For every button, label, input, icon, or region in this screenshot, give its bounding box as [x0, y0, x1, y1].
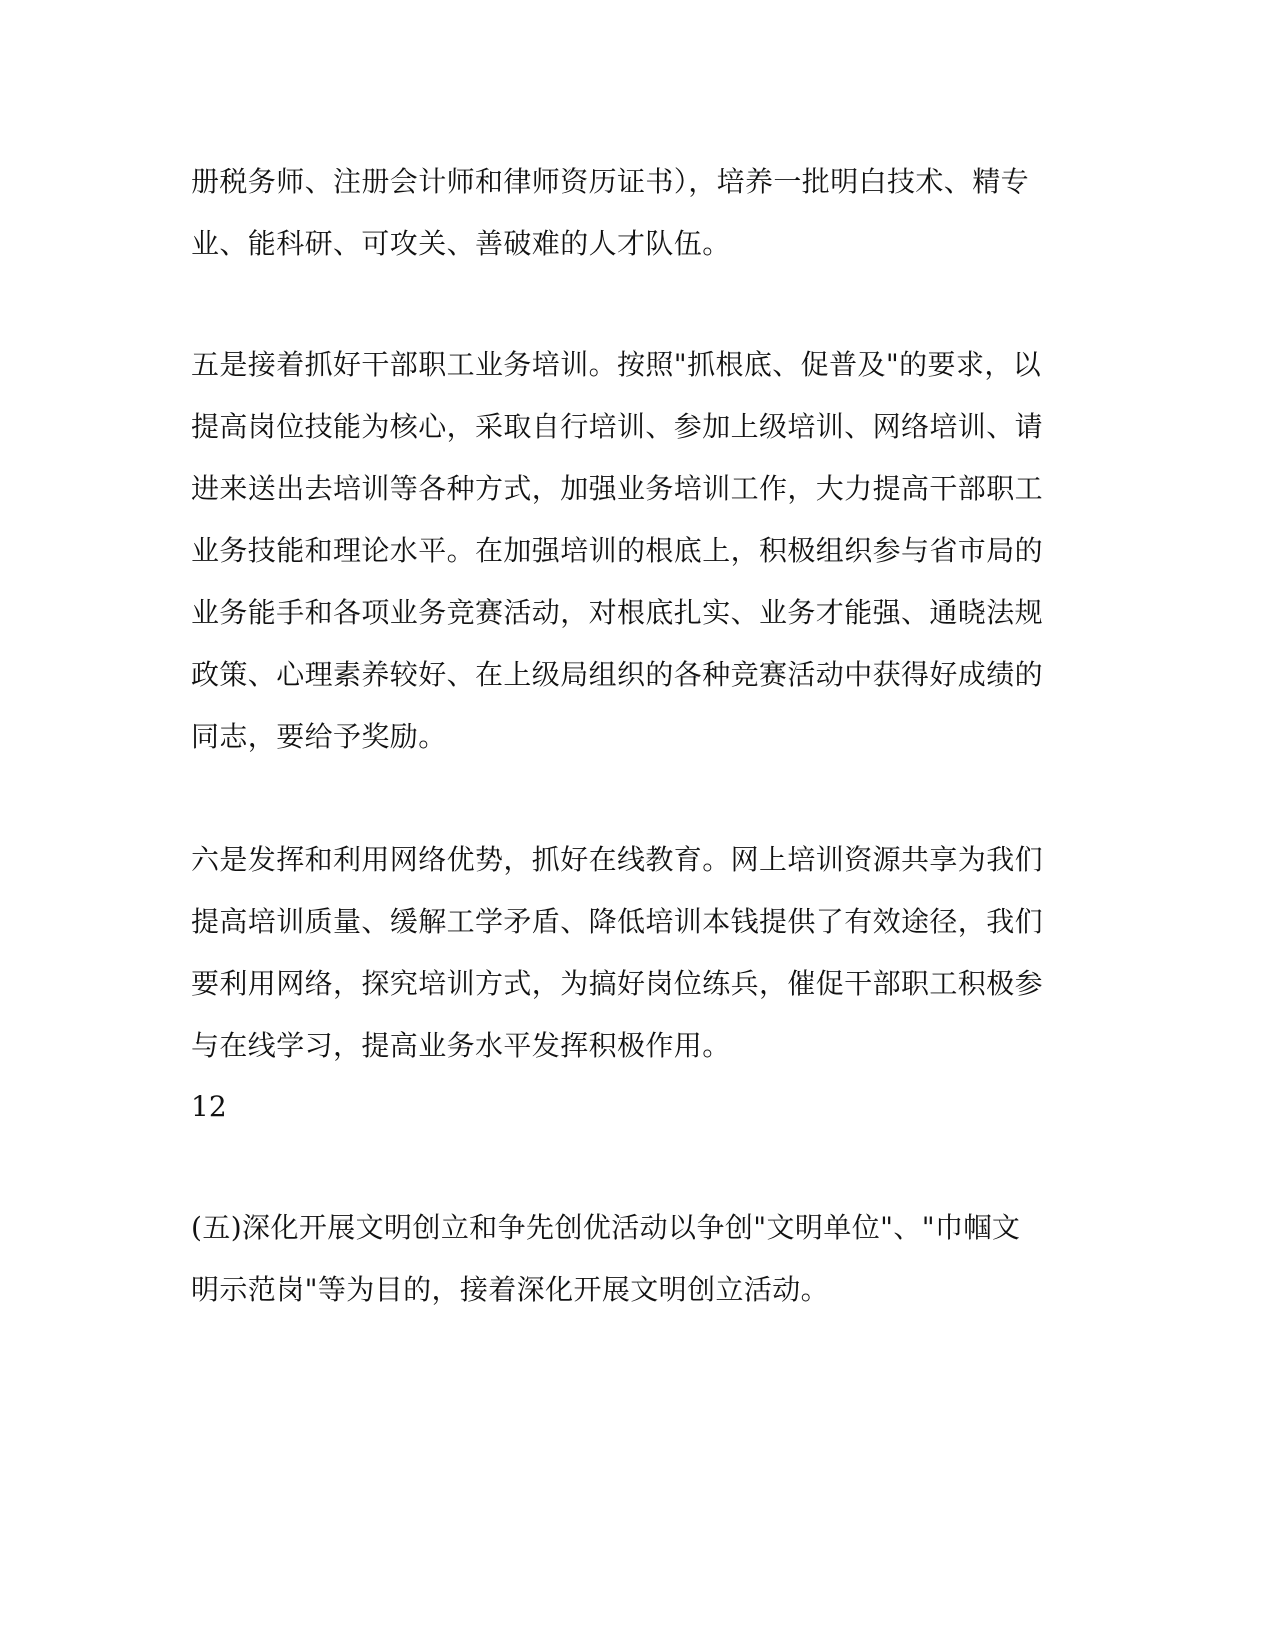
paragraph-1-line-1: 册税务师、注册会计师和律师资历证书），培养一批明白技术、精专: [191, 165, 1030, 198]
page-number: 12: [191, 1090, 227, 1123]
paragraph-3-line-1: 六是发挥和利用网络优势，抓好在线教育。网上培训资源共享为我们: [191, 843, 1044, 876]
paragraph-2-line-6: 政策、心理素养较好、在上级局组织的各种竞赛活动中获得好成绩的: [191, 658, 1044, 691]
paragraph-3-line-3: 要利用网络，探究培训方式，为搞好岗位练兵，催促干部职工积极参: [191, 967, 1044, 1000]
paragraph-2-line-5: 业务能手和各项业务竞赛活动，对根底扎实、业务才能强、通晓法规: [191, 596, 1044, 629]
paragraph-3-line-4: 与在线学习，提高业务水平发挥积极作用。: [191, 1029, 731, 1062]
paragraph-4-line-2: 明示范岗"等为目的，接着深化开展文明创立活动。: [191, 1273, 830, 1306]
paragraph-2-line-2: 提高岗位技能为核心，采取自行培训、参加上级培训、网络培训、请: [191, 410, 1044, 443]
paragraph-4-line-1: (五)深化开展文明创立和争先创优活动以争创"文明单位"、"巾帼文: [191, 1211, 1021, 1244]
paragraph-3-line-2: 提高培训质量、缓解工学矛盾、降低培训本钱提供了有效途径，我们: [191, 905, 1044, 938]
paragraph-2-line-7: 同志，要给予奖励。: [191, 720, 447, 753]
paragraph-2-line-3: 进来送出去培训等各种方式，加强业务培训工作，大力提高干部职工: [191, 472, 1044, 505]
paragraph-2-line-1: 五是接着抓好干部职工业务培训。按照"抓根底、促普及"的要求，以: [191, 348, 1042, 381]
paragraph-2-line-4: 业务技能和理论水平。在加强培训的根底上，积极组织参与省市局的: [191, 534, 1044, 567]
paragraph-1-line-2: 业、能科研、可攻关、善破难的人才队伍。: [191, 227, 731, 260]
